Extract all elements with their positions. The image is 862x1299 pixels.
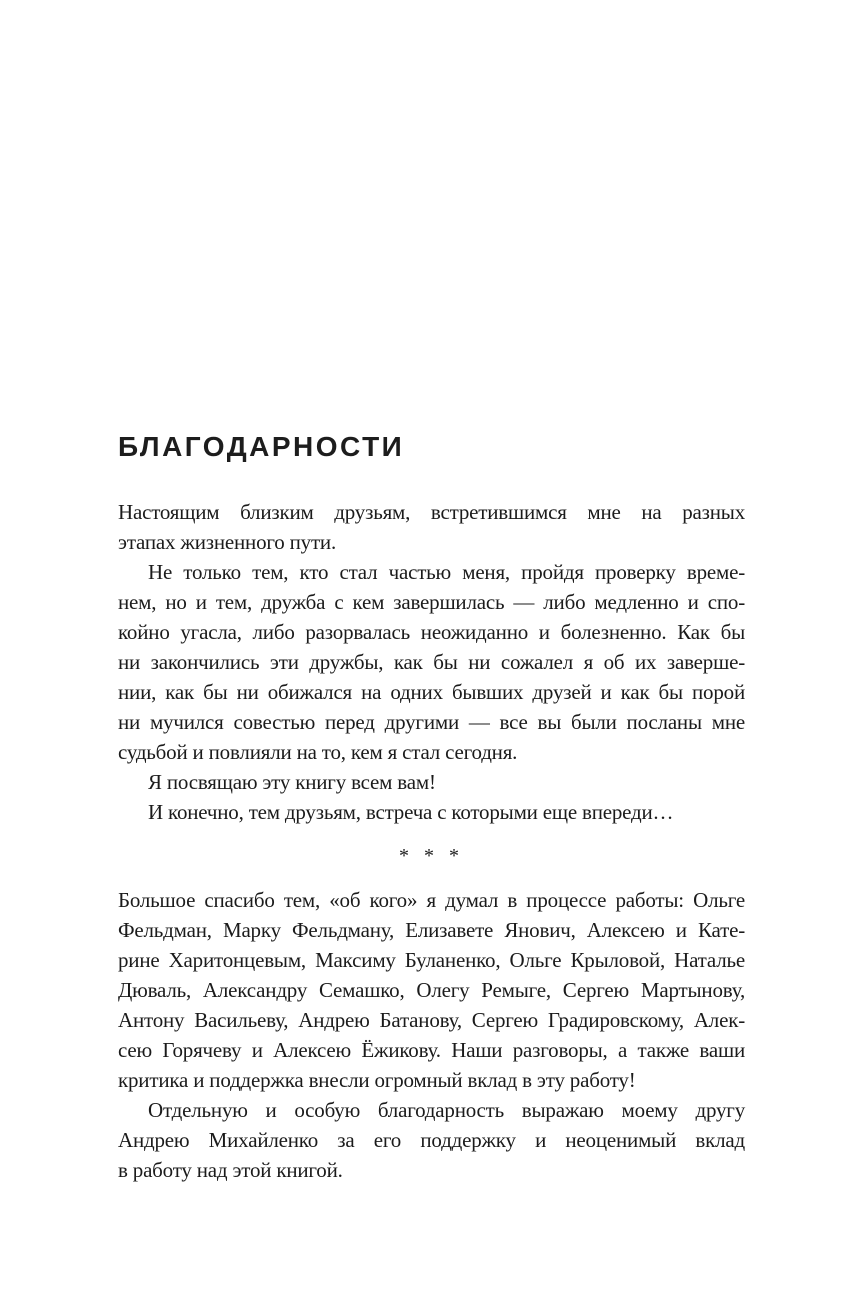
- text-line: ни мучился совестью перед другими — все вы были посланы мне: [118, 710, 745, 734]
- text-line: Большое спасибо тем, «об кого» я думал в процессе работы: Ольге: [118, 888, 745, 912]
- text-body: [118, 497, 745, 1185]
- text-line: этапах жизненного пути.: [118, 530, 337, 554]
- paragraph: [118, 797, 745, 827]
- text-line: ни закончились эти дружбы, как бы ни сожалел я об их заверше-: [118, 650, 745, 674]
- text-line: Антону Васильеву, Андрею Батанову, Сергею Градировскому, Алек-: [118, 1008, 745, 1032]
- chapter-title: БЛАГОДАРНОСТИ: [118, 431, 405, 462]
- text-line: Андрею Михайленко за его поддержку и неоценимый вклад: [118, 1128, 745, 1152]
- text-line: судьбой и повлияли на то, кем я стал сегодня.: [118, 740, 518, 764]
- text-line: Настоящим близким друзьям, встретившимся мне на разных: [118, 500, 745, 524]
- text-line: койно угасла, либо разорвалась неожиданно и болезненно. Как бы: [118, 620, 745, 644]
- paragraph: [118, 1095, 745, 1185]
- text-line: нем, но и тем, дружба с кем завершилась — либо медленно и спо-: [118, 590, 745, 614]
- text-line: в работу над этой книгой.: [118, 1158, 343, 1182]
- page-content: [118, 431, 745, 1185]
- text-line: И конечно, тем друзьям, встреча с которыми еще впереди…: [148, 800, 674, 824]
- paragraph: [118, 767, 745, 797]
- section-separator: * * *: [399, 845, 464, 867]
- text-line: критика и поддержка внесли огромный вклад в эту работу!: [118, 1068, 636, 1092]
- paragraph: [118, 497, 745, 557]
- text-line: Я посвящаю эту книгу всем вам!: [148, 770, 436, 794]
- paragraph: [118, 557, 745, 767]
- text-line: нии, как бы ни обижался на одних бывших друзей и как бы порой: [118, 680, 745, 704]
- text-line: Не только тем, кто стал частью меня, пройдя проверку време-: [148, 560, 745, 584]
- text-line: Дюваль, Александру Семашко, Олегу Ремыге, Сергею Мартынову,: [118, 978, 745, 1002]
- text-line: Фельдман, Марку Фельдману, Елизавете Янович, Алексею и Кате-: [118, 918, 745, 942]
- paragraph: [118, 885, 745, 1095]
- text-line: рине Харитонцевым, Максиму Буланенко, Ольге Крыловой, Наталье: [118, 948, 745, 972]
- text-line: Отдельную и особую благодарность выражаю моему другу: [148, 1098, 745, 1122]
- text-line: сею Горячеву и Алексею Ёжикову. Наши разговоры, а также ваши: [118, 1038, 745, 1062]
